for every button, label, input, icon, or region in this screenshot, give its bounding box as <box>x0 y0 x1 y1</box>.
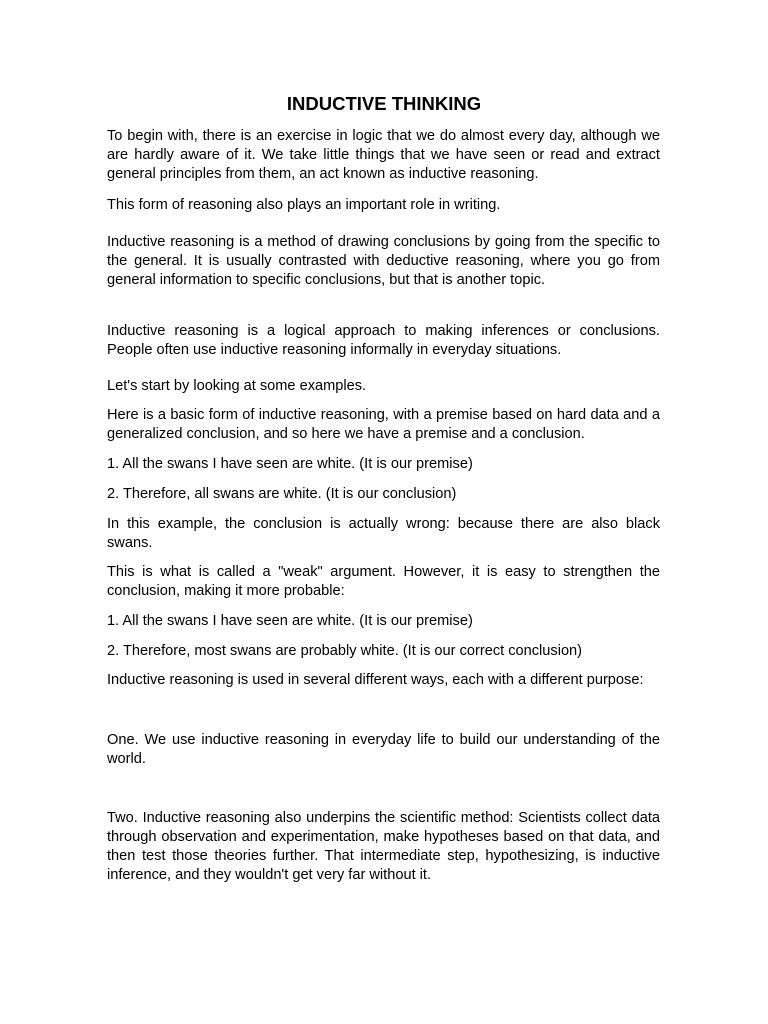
list-item-premise-1: 1. All the swans I have seen are white. (It is our premise) <box>107 456 473 472</box>
paragraph-use-one: One. We use inductive reasoning in everyday life to build our understanding of the world. <box>107 732 660 767</box>
paragraph-use-two: Two. Inductive reasoning also underpins the scientific method: Scientists collect data through observation and experimentation, make hypotheses based on that data, and then test those theories further. That intermediate step, hypothesizing, is inductive inference, and they wouldn't get very far without it. <box>107 810 660 883</box>
paragraph-weak-argument: This is what is called a "weak" argument. However, it is easy to strengthen the conclusion, making it more probable: <box>107 564 660 599</box>
document-title: INDUCTIVE THINKING <box>286 93 482 114</box>
paragraph-uses-intro: Inductive reasoning is used in several different ways, each with a different purpose: <box>107 672 644 688</box>
list-item-conclusion-1: 2. Therefore, all swans are white. (It is our conclusion) <box>107 486 457 502</box>
paragraph-definition: Inductive reasoning is a method of drawing conclusions by going from the specific to the general. It is usually contrasted with deductive reasoning, where you go from general information to specific conclusions, but that is another topic. <box>107 234 660 288</box>
paragraph-examples-intro: Let's start by looking at some examples. <box>107 378 367 394</box>
list-item-premise-2: 1. All the swans I have seen are white. (It is our premise) <box>107 613 473 629</box>
paragraph-logical-approach: Inductive reasoning is a logical approach to making inferences or conclusions. People often use inductive reasoning informally in everyday situations. <box>107 323 660 358</box>
paragraph-intro: To begin with, there is an exercise in logic that we do almost every day, although we are hardly aware of it. We take little things that we have seen or read and extract general principles from them, an act known as inductive reasoning. <box>107 128 660 182</box>
list-item-conclusion-2: 2. Therefore, most swans are probably white. (It is our correct conclusion) <box>107 643 583 659</box>
paragraph-basic-form: Here is a basic form of inductive reasoning, with a premise based on hard data and a generalized conclusion, and so here we have a premise and a conclusion. <box>107 407 660 442</box>
paragraph-writing-role: This form of reasoning also plays an important role in writing. <box>107 197 501 213</box>
paragraph-black-swans: In this example, the conclusion is actually wrong: because there are also black swans. <box>107 516 660 551</box>
